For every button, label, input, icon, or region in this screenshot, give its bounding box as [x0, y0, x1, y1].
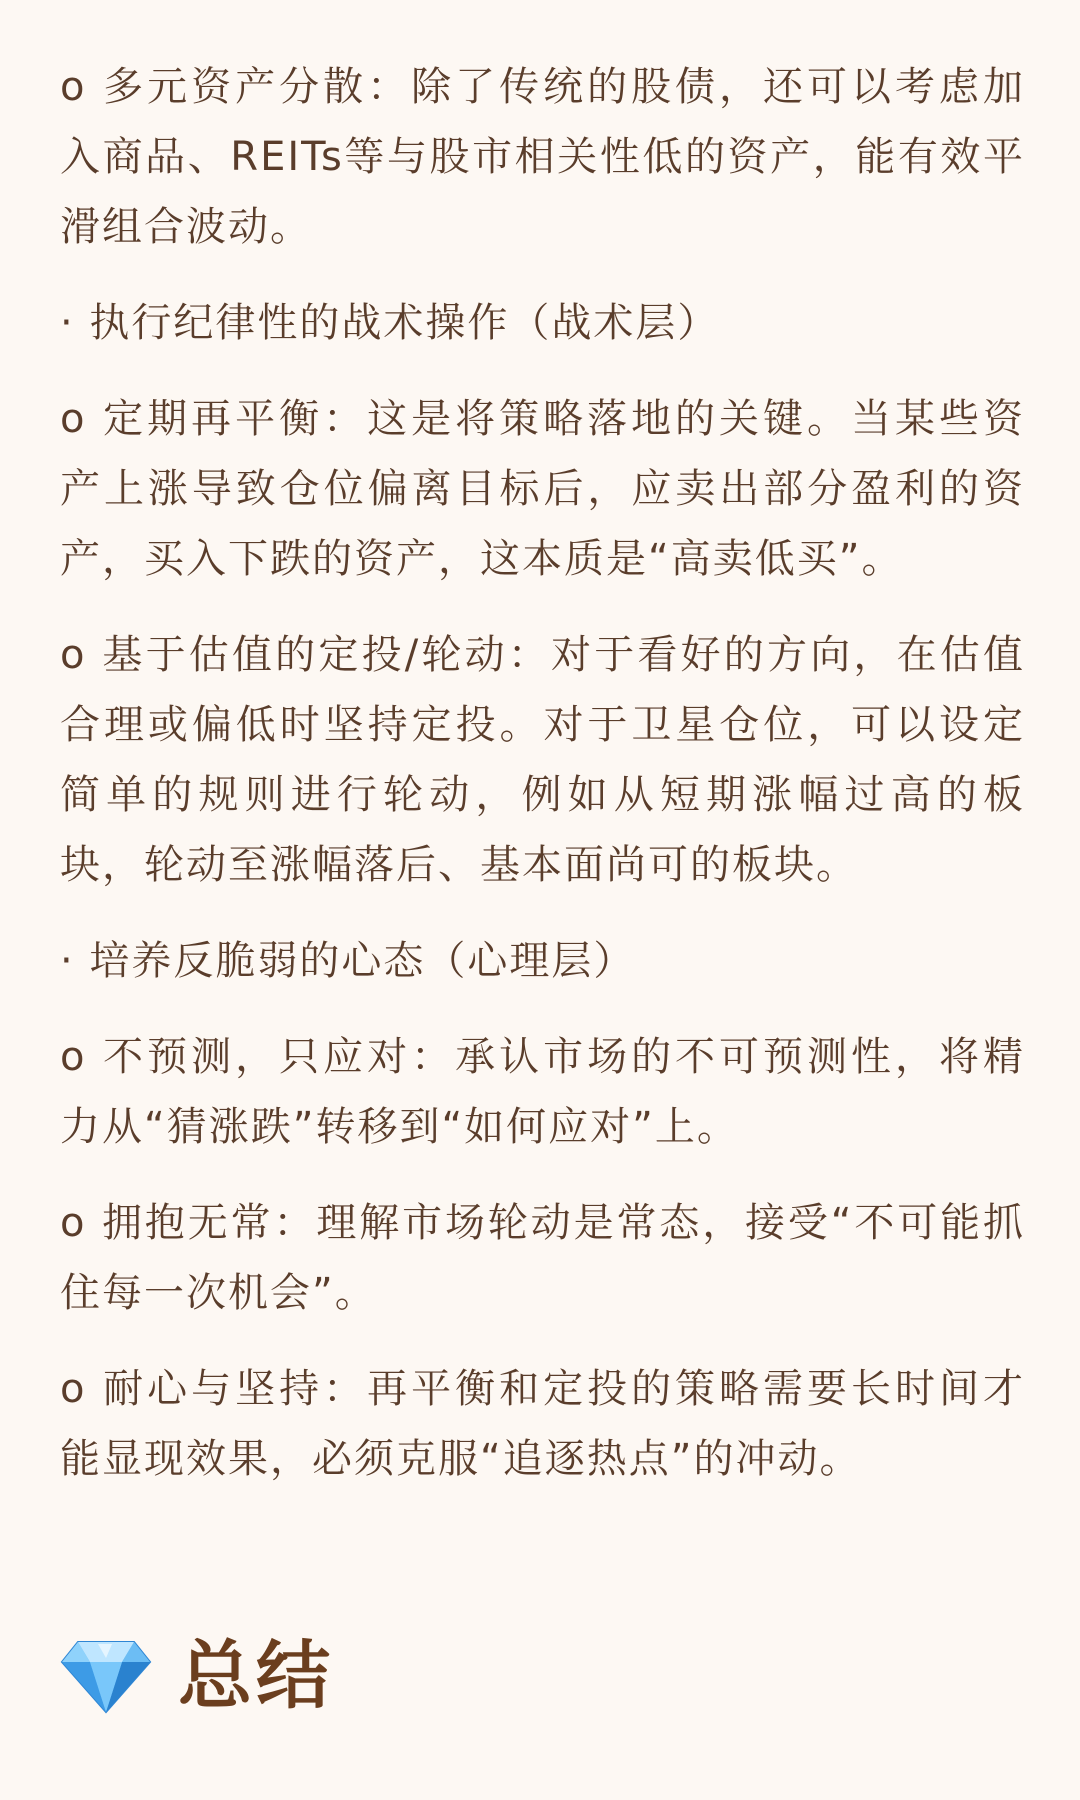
paragraph-asset-diversification: o 多元资产分散：除了传统的股债，还可以考虑加入商品、REITs等与股市相关性低的资产，能有效平滑组合波动。 [60, 64, 1025, 250]
paragraph-patience: o 耐心与坚持：再平衡和定投的策略需要长时间才能显现效果，必须克服“追逐热点”的冲动。 [60, 1366, 1025, 1482]
section-heading-tactical: · 执行纪律性的战术操作（战术层） [60, 300, 720, 346]
article-body [60, 52, 1025, 1520]
gem-icon [60, 1638, 152, 1714]
section-heading-psychology: · 培养反脆弱的心态（心理层） [60, 938, 636, 984]
summary-heading [60, 1628, 334, 1724]
paragraph-valuation-investing: o 基于估值的定投/轮动：对于看好的方向，在估值合理或偏低时坚持定投。对于卫星仓位，可以设定简单的规则进行轮动，例如从短期涨幅过高的板块，轮动至涨幅落后、基本面尚可的板块。 [60, 632, 1025, 888]
paragraph-no-prediction: o 不预测，只应对：承认市场的不可预测性，将精力从“猜涨跌”转移到“如何应对”上。 [60, 1034, 1025, 1150]
paragraph-embrace-uncertainty: o 拥抱无常：理解市场轮动是常态，接受“不可能抓住每一次机会”。 [60, 1200, 1025, 1316]
paragraph-rebalancing: o 定期再平衡：这是将策略落地的关键。当某些资产上涨导致仓位偏离目标后，应卖出部分盈利的资产，买入下跌的资产，这本质是“高卖低买”。 [60, 396, 1025, 582]
summary-title: 总结 [178, 1633, 334, 1719]
